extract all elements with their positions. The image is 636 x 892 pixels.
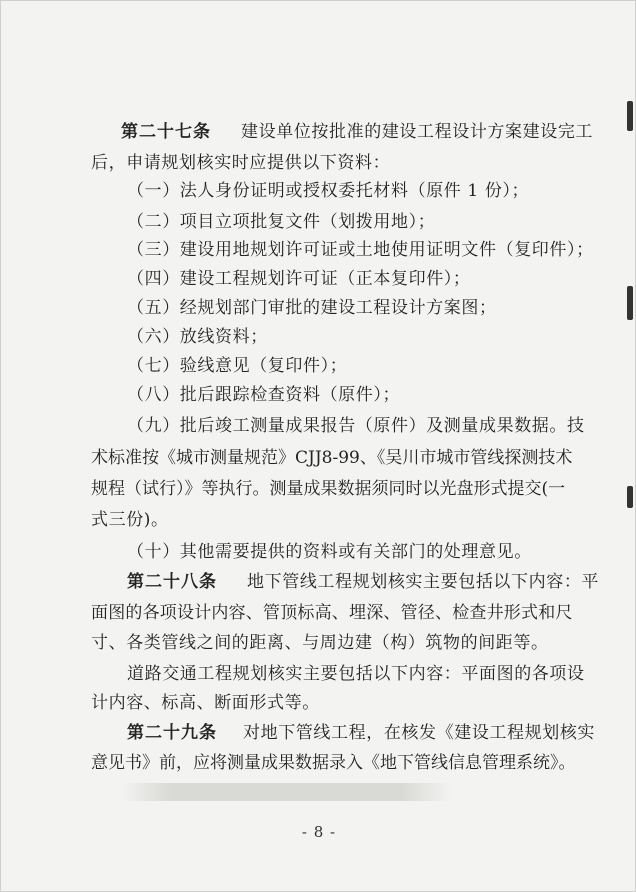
article-29-first-line <box>127 722 595 744</box>
article-28-heading: 第二十八条 <box>127 572 217 592</box>
bleed-through-shadow <box>121 783 451 801</box>
scan-edge-mark <box>627 286 633 320</box>
article-29-text: 对地下管线工程，在核发《建设工程规划核实 <box>243 723 596 743</box>
article-28-line: 面图的各项设计内容、管顶标高、埋深、管径、检查井形式和尺 <box>91 603 573 623</box>
article-27-item-10: （十）其他需要提供的资料或有关部门的处理意见。 <box>127 542 532 562</box>
article-27-line: 后，申请规划核实时应提供以下资料： <box>91 153 391 173</box>
article-27-item-9: （九）批后竣工测量成果报告（原件）及测量成果数据。技 <box>127 416 585 436</box>
article-27-item-5: （五）经规划部门审批的建设工程设计方案图； <box>127 298 497 318</box>
article-29-line: 意见书》前，应将测量成果数据录入《地下管线信息管理系统》。 <box>91 753 576 773</box>
article-28-line: 道路交通工程规划核实主要包括以下内容：平面图的各项设 <box>127 664 585 684</box>
article-27-item-6: （六）放线资料； <box>127 327 268 347</box>
article-27-item-4: （四）建设工程规划许可证（正本复印件）； <box>127 269 471 289</box>
article-28-line: 寸、各类管线之间的距离、与周边建（构）筑物的间距等。 <box>91 633 549 653</box>
scan-edge-mark <box>627 486 633 508</box>
scan-edge-mark <box>627 101 633 131</box>
article-27-heading: 第二十七条 <box>121 122 211 142</box>
article-27-item-9-cont: 术标准按《城市测量规范》CJJ8-99、《吴川市城市管线探测技术 <box>91 448 573 468</box>
article-27-item-3: （三）建设用地规划许可证或土地使用证明文件（复印件）； <box>127 240 594 260</box>
article-28-first-line <box>127 571 599 593</box>
article-27-text: 建设单位按批准的建设工程设计方案建设完工 <box>241 122 594 142</box>
article-27-item-2: （二）项目立项批复文件（划拨用地）； <box>127 212 436 232</box>
article-27-item-1: （一）法人身份证明或授权委托材料（原件 1 份）； <box>127 181 530 201</box>
article-27-item-9-cont: 式三份)。 <box>91 510 169 530</box>
article-28-text: 地下管线工程规划核实主要包括以下内容：平 <box>247 572 600 592</box>
article-27-item-9-cont: 规程（试行）》等执行。测量成果数据须同时以光盘形式提交(一 <box>91 479 566 499</box>
article-29-heading: 第二十九条 <box>127 723 217 743</box>
article-27-item-7: （七）验线意见（复印件）； <box>127 356 348 376</box>
article-28-line: 计内容、标高、断面形式等。 <box>91 693 320 713</box>
article-27-item-8: （八）批后跟踪检查资料（原件）； <box>127 385 401 405</box>
article-27-first-line <box>121 121 593 143</box>
page-number: - 8 - <box>301 823 337 841</box>
